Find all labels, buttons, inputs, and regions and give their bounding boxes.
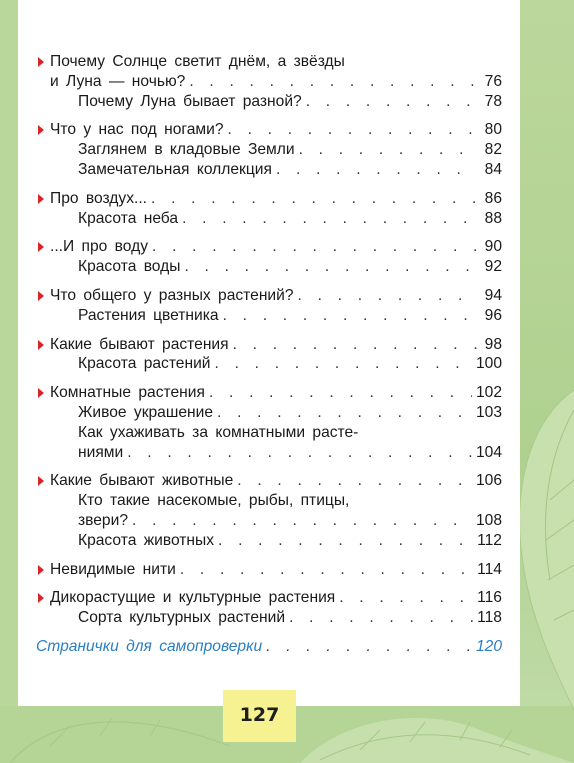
dot-leader bbox=[223, 306, 478, 326]
toc-entry-title: Красота животных bbox=[78, 531, 215, 549]
dot-leader bbox=[298, 286, 478, 306]
red-triangle-bullet-icon bbox=[38, 291, 44, 301]
toc-page-number: 116 bbox=[477, 589, 502, 607]
toc-page-number: 120 bbox=[475, 637, 502, 655]
red-triangle-bullet-icon bbox=[38, 125, 44, 135]
dot-leader bbox=[184, 257, 478, 277]
dot-leader bbox=[266, 637, 472, 657]
toc-entry[interactable] bbox=[36, 588, 502, 608]
toc-entry-title: Какие бывают растения bbox=[50, 335, 229, 353]
page-number-box bbox=[223, 690, 296, 742]
toc-entry-title: Что общего у разных растений? bbox=[50, 286, 294, 304]
toc-entry-title: Дикорастущие и культурные растения bbox=[50, 589, 336, 607]
toc-subentry[interactable] bbox=[36, 257, 502, 277]
toc-entry-title: ...И про воду bbox=[50, 238, 148, 256]
toc-group bbox=[36, 637, 502, 657]
red-triangle-bullet-icon bbox=[38, 593, 44, 603]
toc-group bbox=[36, 52, 502, 111]
toc-entry-title: звери? bbox=[78, 511, 128, 529]
dot-leader bbox=[289, 608, 473, 628]
dot-leader bbox=[299, 140, 478, 160]
toc-entry-title: Красота растений bbox=[78, 355, 211, 373]
toc-group bbox=[36, 120, 502, 179]
toc-group bbox=[36, 335, 502, 375]
toc-page-number: 98 bbox=[484, 335, 502, 353]
dot-leader bbox=[276, 160, 478, 180]
toc-entry-title: Как ухаживать за комнатными расте- bbox=[78, 423, 359, 441]
dot-leader bbox=[218, 531, 473, 551]
toc-page-number: 76 bbox=[484, 72, 502, 90]
toc-entry[interactable] bbox=[36, 237, 502, 257]
toc-entry[interactable] bbox=[36, 286, 502, 306]
toc-subentry[interactable] bbox=[36, 423, 502, 443]
dot-leader bbox=[152, 237, 478, 257]
dot-leader bbox=[132, 511, 472, 531]
contents-page bbox=[18, 0, 520, 706]
toc-entry-title: и Луна — ночью? bbox=[50, 72, 186, 90]
toc-page-number: 80 bbox=[484, 121, 502, 139]
toc-subentry[interactable] bbox=[36, 511, 502, 531]
dot-leader bbox=[217, 403, 472, 423]
selfcheck-entry[interactable] bbox=[36, 637, 502, 657]
toc-entry[interactable] bbox=[36, 72, 502, 92]
dot-leader bbox=[237, 471, 472, 491]
toc-entry-title: Какие бывают животные bbox=[50, 472, 234, 490]
toc-group bbox=[36, 286, 502, 326]
toc-page-number: 78 bbox=[484, 92, 502, 110]
toc-page-number: 102 bbox=[475, 384, 502, 402]
toc-page-number: 84 bbox=[484, 160, 502, 178]
toc-page-number: 112 bbox=[477, 531, 502, 549]
toc-page-number: 108 bbox=[475, 511, 502, 529]
toc-group bbox=[36, 383, 502, 462]
dot-leader bbox=[189, 72, 478, 92]
toc-entry[interactable] bbox=[36, 383, 502, 403]
toc-subentry[interactable] bbox=[36, 160, 502, 180]
dot-leader bbox=[215, 354, 472, 374]
toc-entry-title: Красота воды bbox=[78, 258, 181, 276]
red-triangle-bullet-icon bbox=[38, 57, 44, 67]
toc-entry-title: Странички для самопроверки bbox=[36, 637, 263, 655]
toc-entry[interactable] bbox=[36, 471, 502, 491]
toc-page-number: 86 bbox=[484, 189, 502, 207]
toc-page-number: 96 bbox=[484, 306, 502, 324]
dot-leader bbox=[151, 189, 478, 209]
toc-subentry[interactable] bbox=[36, 608, 502, 628]
toc-subentry[interactable] bbox=[36, 531, 502, 551]
toc-entry[interactable] bbox=[36, 189, 502, 209]
toc-entry-title: Невидимые нити bbox=[50, 560, 176, 578]
dot-leader bbox=[228, 120, 478, 140]
toc-group bbox=[36, 588, 502, 628]
dot-leader bbox=[127, 443, 472, 463]
toc-page-number: 92 bbox=[484, 258, 502, 276]
toc-page-number: 94 bbox=[484, 286, 502, 304]
red-triangle-bullet-icon bbox=[38, 340, 44, 350]
toc-page-number: 90 bbox=[484, 238, 502, 256]
toc-page-number: 103 bbox=[475, 403, 502, 421]
red-triangle-bullet-icon bbox=[38, 565, 44, 575]
red-triangle-bullet-icon bbox=[38, 476, 44, 486]
toc-group bbox=[36, 237, 502, 277]
toc-entry-title: Растения цветника bbox=[78, 306, 219, 324]
toc-entry-title: Почему Луна бывает разной? bbox=[78, 92, 302, 110]
toc-group bbox=[36, 471, 502, 550]
toc-page-number: 82 bbox=[484, 141, 502, 159]
toc-page-number: 100 bbox=[475, 355, 502, 373]
toc-group bbox=[36, 560, 502, 580]
toc-entry[interactable] bbox=[36, 560, 502, 580]
toc-entry-title: Заглянем в кладовые Земли bbox=[78, 141, 295, 159]
toc-entry-title: Живое украшение bbox=[78, 403, 214, 421]
toc-subentry[interactable] bbox=[36, 306, 502, 326]
table-of-contents bbox=[36, 52, 502, 666]
toc-subentry[interactable] bbox=[36, 92, 502, 112]
red-triangle-bullet-icon bbox=[38, 242, 44, 252]
toc-subentry[interactable] bbox=[36, 491, 502, 511]
toc-page-number: 88 bbox=[484, 209, 502, 227]
red-triangle-bullet-icon bbox=[38, 388, 44, 398]
toc-page-number: 104 bbox=[475, 443, 502, 461]
toc-subentry[interactable] bbox=[36, 354, 502, 374]
dot-leader bbox=[180, 560, 473, 580]
toc-entry-title: Про воздух... bbox=[50, 189, 147, 207]
toc-entry-title: Что у нас под ногами? bbox=[50, 121, 224, 139]
toc-entry-title: Комнатные растения bbox=[50, 384, 205, 402]
toc-subentry[interactable] bbox=[36, 443, 502, 463]
dot-leader bbox=[306, 92, 478, 112]
toc-group bbox=[36, 189, 502, 229]
toc-page-number: 118 bbox=[477, 609, 502, 627]
toc-page-number: 114 bbox=[477, 560, 502, 578]
toc-entry-title: Красота неба bbox=[78, 209, 179, 227]
toc-page-number: 106 bbox=[475, 472, 502, 490]
toc-subentry[interactable] bbox=[36, 140, 502, 160]
toc-entry[interactable] bbox=[36, 120, 502, 140]
toc-entry[interactable] bbox=[36, 52, 502, 72]
page-number: 127 bbox=[239, 704, 280, 726]
dot-leader bbox=[339, 588, 473, 608]
toc-subentry[interactable] bbox=[36, 209, 502, 229]
toc-entry-title: Сорта культурных растений bbox=[78, 609, 286, 627]
red-triangle-bullet-icon bbox=[38, 194, 44, 204]
dot-leader bbox=[182, 209, 478, 229]
leaf-decoration-left-icon bbox=[0, 706, 230, 763]
leaf-decoration-bottom-icon bbox=[300, 700, 574, 763]
toc-entry[interactable] bbox=[36, 335, 502, 355]
dot-leader bbox=[209, 383, 472, 403]
toc-entry-title: Почему Солнце светит днём, а звёзды bbox=[50, 53, 345, 70]
toc-entry-title: ниями bbox=[78, 443, 124, 461]
dot-leader bbox=[233, 335, 478, 355]
toc-entry-title: Замечательная коллекция bbox=[78, 160, 272, 178]
toc-subentry[interactable] bbox=[36, 403, 502, 423]
toc-entry-title: Кто такие насекомые, рыбы, птицы, bbox=[78, 492, 350, 510]
